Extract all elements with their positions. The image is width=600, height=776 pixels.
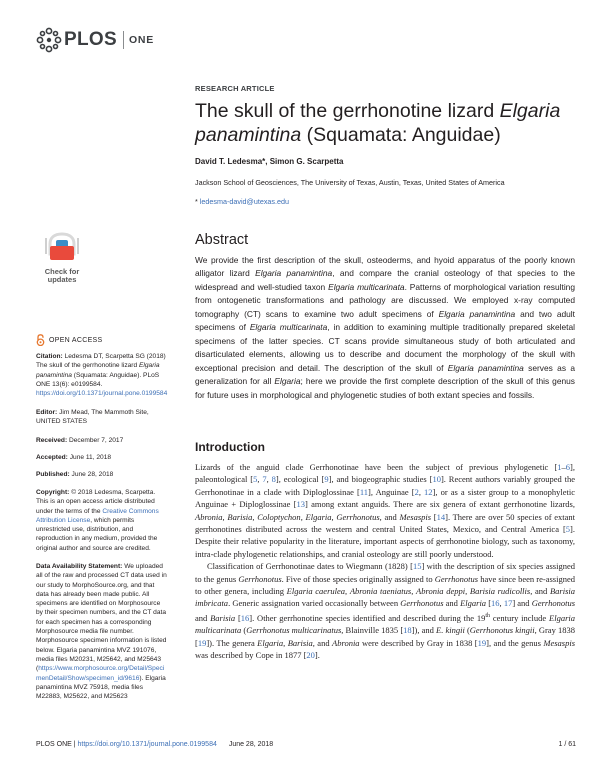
reference-link[interactable]: 13 (296, 499, 305, 510)
superscript: th (485, 612, 491, 619)
text-run: ] among extant anguids. There are six genera of extant gerrhonotine lizards, (305, 499, 575, 510)
text-run: ], paleontological [ (195, 462, 575, 485)
text-run: ]. There are over 50 species of extant gerrhonotines distributed across the western and central United States, Mexico, and Central America [ (195, 511, 576, 535)
open-access-badge (36, 334, 102, 346)
crossmark-label-line: Check for (44, 267, 80, 276)
species-name: Elgaria panamintina (447, 362, 524, 373)
editor-label: Editor: (36, 409, 58, 416)
text-run: , and (379, 511, 400, 522)
reference-link[interactable]: 18 (403, 625, 412, 636)
taxon-name: Gerrhonotus kingii (469, 625, 535, 636)
abstract-sentence: serves as a generalization for all (195, 362, 576, 387)
text-run: , (418, 486, 425, 497)
title-part: The skull of the gerrhonotine lizard (195, 100, 500, 122)
taxon-name: E. kingii (436, 625, 465, 636)
crossmark-label-line: updates (47, 275, 77, 284)
accepted-date: June 11, 2018 (69, 454, 112, 461)
abstract-sentence: , in addition to examining multiple traditionally prepared skeletal specimens of the latter species. CT scans provide simultaneous study of both articulated and disarticulated elements, allowing us to describe and document the morphology of the skull with exceptional precision and detail. The description of the skull of (195, 322, 575, 373)
reference-link[interactable]: 12 (424, 486, 433, 497)
data-availability-block (36, 562, 168, 701)
text-run: ( (464, 625, 470, 636)
text-run: ], and biogeographic studies [ (328, 474, 433, 485)
taxon-name: Barisia (227, 511, 253, 522)
taxon-name: Abronia taeniatus (349, 586, 412, 597)
taxon-name: Gerrhonotus (400, 598, 444, 609)
taxon-name: Gerrhonotus (336, 511, 380, 522)
footer-doi-link[interactable]: https://doi.org/10.1371/journal.pone.0199584 (77, 741, 217, 748)
reference-link[interactable]: 6 (565, 462, 571, 472)
editor-block (36, 408, 168, 427)
page-footer (36, 741, 576, 748)
text-run: , (411, 586, 417, 597)
text-run: century include (490, 612, 550, 623)
abstract-sentence: ; here we provide the first complete description of the skull of this genus for future uses in morphological and phylogenetic studies of both extant species and fossils. (195, 376, 575, 400)
reference-link[interactable]: 7 (262, 474, 267, 485)
plos-one-logo (36, 27, 154, 53)
open-access-lock-icon (36, 334, 45, 346)
taxon-name: Gerrhonotus (434, 573, 479, 584)
taxon-name: Mesaspis (543, 637, 575, 648)
abstract-text (195, 254, 575, 402)
taxon-name: Barisia (210, 612, 236, 623)
species-name: Elgaria multicarinata (328, 281, 405, 292)
taxon-name: Gerrhonotus multicarinatus (246, 625, 342, 636)
taxon-name: Coloptychon (257, 511, 301, 522)
taxon-name: Elgaria (257, 637, 284, 648)
received-date: December 7, 2017 (69, 437, 124, 444)
footer-journal: PLOS ONE (36, 741, 72, 748)
text-run: , Gray 1838 [ (195, 625, 575, 648)
title-italic: panamintina (195, 124, 302, 146)
reference-link[interactable]: 17 (503, 598, 513, 609)
morphosource-link[interactable]: https://www.morphosource.org/Detail/SpecimenDetail/Show/specimen_id/9616 (36, 665, 165, 682)
text-run: , (499, 598, 504, 609)
editor-text: Jim Mead, The Mammoth Site, UNITED STATES (36, 409, 149, 426)
affiliation: Jackson School of Geosciences, The University of Texas, Austin, Texas, United States of America (195, 178, 505, 187)
text-run: were described by Gray in 1838 [ (359, 637, 478, 648)
text-run: , (331, 511, 337, 522)
introduction-heading: Introduction (195, 440, 265, 454)
text-run: , (252, 511, 258, 522)
accepted-label: Accepted: (36, 454, 68, 461)
text-run: . Generic assignation varied occasionally between (228, 598, 401, 609)
reference-link[interactable]: 16 (491, 598, 500, 609)
species-name: Elgaria (274, 376, 301, 387)
text-run: ]. Other gerrhonotine species identified and described during the 19 (249, 612, 486, 623)
taxon-name: Gerrhonotus (238, 573, 282, 584)
received-block (36, 436, 168, 445)
footer-date: June 28, 2018 (228, 741, 274, 748)
copyright-label: Copyright: (36, 489, 70, 496)
published-block (36, 470, 168, 479)
journal-name: ONE (128, 34, 155, 46)
text-run: ]). The genera (206, 637, 258, 648)
text-run: ( (241, 625, 247, 636)
text-run: , (283, 637, 288, 648)
text-run: , and (312, 637, 333, 648)
introduction-paragraph (195, 461, 575, 560)
text-run: and (443, 598, 461, 609)
reference-link[interactable]: 9 (324, 474, 329, 485)
text-run: , (222, 511, 228, 522)
reference-link[interactable]: 20 (306, 649, 315, 660)
text-run: , Blainville 1835 [ (341, 625, 404, 636)
abstract-sentence: We provide the first description of the skull, osteoderms, and hyoid apparatus of the poorly known alligator lizard (195, 255, 575, 279)
text-run: ]), and (411, 625, 436, 636)
page-number: 1 / 61 (558, 741, 576, 748)
text-run: Classification of Gerrhonotinae dates to Wiegmann (1828) [ (207, 561, 413, 572)
abstract-heading: Abstract (195, 232, 249, 248)
abstract-sentence: . Patterns of morphological variation resulting from ontogenetic transformations and pathology are discussed. We employed x-ray computed tomography (CT) scans to examine two adult specimens of (195, 281, 575, 319)
text-run: [ (431, 511, 437, 522)
published-date: June 28, 2018 (71, 471, 114, 478)
citation-block (36, 352, 168, 398)
taxon-name: Barisia imbricata (195, 586, 575, 609)
text-run: , and (530, 586, 550, 597)
email-asterisk: * (195, 197, 200, 206)
text-run: . Five of those species originally assigned to (281, 573, 435, 584)
citation-text: (Squamata: Anguidae). PLoS ONE 13(6): e0199584. (36, 371, 160, 388)
text-run: was described by Cope in 1877 [ (195, 649, 307, 660)
species-name: Elgaria multicarinata (249, 322, 328, 333)
footer-separator: | (71, 741, 78, 748)
taxon-name: Gerrhonotus (531, 598, 575, 609)
abstract-sentence: , and compare the cranial osteology of that species to the widespread and well-studied taxon (195, 268, 575, 292)
reference-link[interactable]: 10 (432, 474, 441, 485)
reference-link[interactable]: 16 (240, 612, 250, 623)
text-run: [ (235, 612, 241, 623)
reference-link[interactable]: 19 (477, 637, 487, 648)
citation-doi-link[interactable]: https://doi.org/10.1371/journal.pone.0199584 (36, 390, 168, 398)
citation-species: Elgaria panamintina (36, 362, 160, 379)
text-run: and (195, 612, 211, 623)
text-run: ], Anguinae [ (368, 486, 415, 497)
text-run: ], ecological [ (275, 474, 325, 485)
species-name: Elgaria panamintina (255, 268, 333, 279)
citation-text: Ledesma DT, Scarpetta SG (2018) The skull of the gerrhonotine lizard (36, 353, 166, 370)
taxon-name: Abronia deppi (416, 586, 466, 597)
text-run: [ (486, 598, 492, 609)
text-run: , (300, 511, 306, 522)
text-run: ], or as a sister group to a monophyletic Anguinae + Diploglossinae [ (195, 486, 576, 510)
text-run: Lizards of the anguid clade Gerrhonotinae have been the subject of previous phylogenetic [ (195, 462, 558, 472)
title-part: (Squamata: Anguidae) (301, 124, 501, 146)
text-run: ]. (314, 649, 320, 660)
reference-link[interactable]: 2 (414, 486, 419, 497)
plos-wordmark: PLOS (64, 29, 117, 50)
text-run: , (465, 586, 470, 597)
logo-divider (123, 31, 124, 49)
copyright-text: © 2018 Ledesma, Scarpetta. This is an open access article distributed under the terms of the (36, 489, 156, 515)
copyright-text: , which permits unrestricted use, distribution, and reproduction in any medium, provided the original author and source are credited. (36, 516, 158, 552)
species-name: Elgaria panamintina (438, 308, 516, 319)
taxon-name: Elgaria multicarinata (195, 612, 575, 636)
article-title (195, 99, 575, 147)
taxon-name: Mesaspis (399, 511, 432, 522)
text-run: , (266, 474, 272, 485)
text-run: , (257, 474, 263, 485)
text-run: ] with the description of six species assigned to the genus (195, 561, 575, 584)
abstract-sentence: and two adult specimens of (195, 308, 575, 333)
article-type: RESEARCH ARTICLE (195, 84, 275, 93)
text-run: ] and (512, 598, 532, 609)
text-run: ]. Recent authors variably grouped the Gerrhonotinae in a clade with Diploglossinae [ (195, 474, 576, 497)
received-label: Received: (36, 437, 68, 444)
reference-link[interactable]: 5 (565, 524, 571, 535)
data-availability-text: ). Elgaria panamintina MVZ 75918, media files M22883, M25622, and M25623 (36, 674, 166, 701)
author-list: David T. Ledesma*, Simon G. Scarpetta (195, 157, 344, 166)
taxon-name: Elgaria (305, 511, 332, 522)
reference-link[interactable]: 14 (436, 511, 446, 522)
citation-label: Citation: (36, 353, 63, 360)
taxon-name: Barisia rudicollis (469, 586, 531, 597)
reference-link[interactable]: 11 (359, 486, 369, 497)
corresponding-email (195, 197, 289, 206)
license-link[interactable]: Creative Commons Attribution License (36, 507, 159, 524)
taxon-name: Elgaria caerulea (286, 586, 346, 597)
email-link[interactable]: ledesma-david@utexas.edu (199, 197, 290, 206)
data-availability-text: We uploaded all of the raw and processed CT data used in our study to MorphoSource.org, and that data has already been made public. All specimens are identified on Morphosource by their specimen numbers, and the CT data for each specimen has a corresponding Morphosource media file number. Morphosource specimen information is listed below. Elgaria panamintina MVZ 191076, media files M20231, M25642, and M25643 ( (36, 563, 167, 673)
reference-link[interactable]: 19 (197, 637, 207, 648)
copyright-block (36, 488, 168, 553)
taxon-name: Abronia (332, 637, 360, 648)
text-run: – (561, 462, 566, 472)
reference-link[interactable]: 15 (412, 561, 422, 572)
reference-link[interactable]: 1 (557, 462, 562, 472)
reference-link[interactable]: 8 (271, 474, 276, 485)
title-italic: Elgaria (499, 100, 561, 122)
taxon-name: Barisia (287, 637, 313, 648)
taxon-name: Abronia (195, 511, 223, 522)
text-run: ], and the genus (486, 637, 544, 648)
data-availability-label: Data Availability Statement: (36, 563, 123, 570)
accepted-block (36, 453, 168, 462)
text-run: ]. Despite their relative popularity in the literature, important aspects of gerrhonotine biology, such as taxonomy, intra-clade phylogenetic relationships, and cranial osteology are still poorly understood. (195, 524, 575, 559)
text-run: have since been re-assigned to other genera, including (195, 573, 575, 597)
published-label: Published: (36, 471, 70, 478)
open-access-label: OPEN ACCESS (49, 336, 103, 344)
introduction-text (195, 461, 575, 661)
taxon-name: Elgaria (460, 598, 487, 609)
plos-logo-icon (36, 27, 62, 53)
text-run: , (345, 586, 350, 597)
crossmark-label[interactable] (36, 268, 88, 284)
introduction-paragraph (195, 560, 575, 661)
reference-link[interactable]: 5 (253, 474, 258, 485)
